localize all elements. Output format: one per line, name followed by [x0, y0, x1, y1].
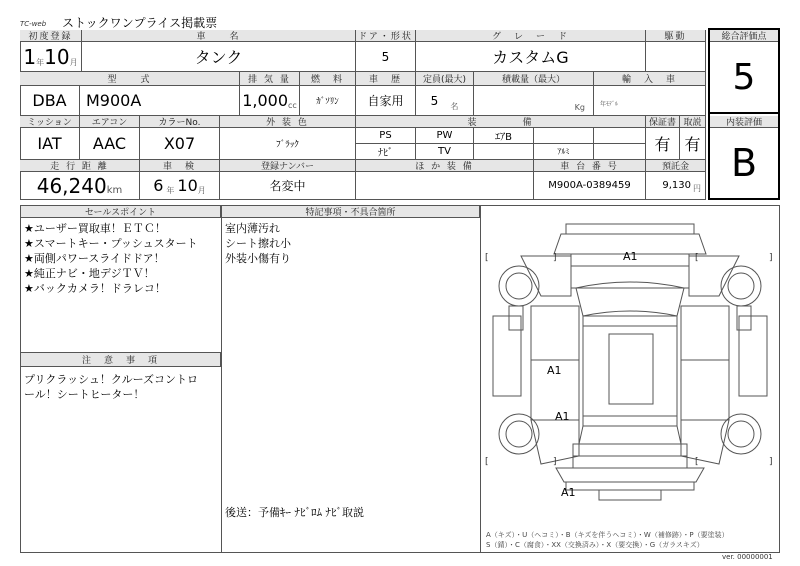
special-note: 外装小傷有り	[225, 252, 291, 265]
label-model: 型 式	[20, 72, 240, 86]
label-door-shape: ドア・形状	[356, 30, 416, 42]
label-cautions: 注 意 事 項	[21, 353, 221, 367]
warranty-value: 有	[646, 128, 680, 160]
label-warranty: 保証書	[646, 116, 680, 128]
label-reg-number: 登録ナンバー	[220, 160, 356, 172]
equip-blank1	[594, 128, 646, 144]
manual-value: 有	[680, 128, 706, 160]
bracket-left-bottom: [	[485, 457, 489, 467]
equip-alloy: ｱﾙﾐ	[534, 144, 594, 160]
mission-value: IAT	[20, 128, 80, 160]
label-history: 車 歴	[356, 72, 416, 86]
unit-kg: Kg	[574, 103, 585, 112]
wheel-rear-left-shape	[499, 414, 539, 454]
selling-point: ★両側パワースライドドア！	[24, 252, 165, 265]
history-value: 自家用	[356, 86, 416, 116]
label-drive: 駆動	[646, 30, 706, 42]
label-special-notes: 特記事項・不具合箇所	[222, 206, 480, 218]
label-other-equipment: ほ か 装 備	[356, 160, 534, 172]
bracket-right-top: [	[695, 253, 699, 263]
label-aircon: エアコン	[80, 116, 140, 128]
equip-navi: ﾅﾋﾞ	[356, 144, 416, 160]
reg-number-value: 名変中	[220, 172, 356, 200]
logo-text: TC-web	[20, 20, 47, 28]
drive-value	[646, 42, 706, 72]
first-reg-year: 1	[23, 44, 37, 69]
capacity: 5	[430, 93, 439, 108]
front-left-fender-shape	[521, 256, 571, 296]
equip-blank2	[594, 144, 646, 160]
model-prefix: DBA	[20, 86, 80, 116]
car-name-value: タンク	[82, 42, 356, 72]
label-inspection: 車 検	[140, 160, 220, 172]
door-value: 5	[356, 42, 416, 72]
interior-score: B	[730, 141, 758, 185]
rear-right-fender-shape	[681, 420, 729, 464]
equip-pw: PW	[416, 128, 474, 144]
import-value	[594, 86, 706, 116]
damage-mark-left-door: A1	[547, 364, 562, 377]
bracket-close-right-bottom: ]	[769, 457, 773, 467]
label-mission: ミッション	[20, 116, 80, 128]
rear-window-shape	[579, 426, 681, 444]
bracket-left-top: [	[485, 253, 489, 263]
deposit-value	[646, 172, 706, 200]
equip-empty2	[474, 144, 534, 160]
grade-value: カスタムG	[416, 42, 646, 72]
mileage: 46,240	[36, 173, 107, 198]
first-reg-month: 10	[44, 44, 70, 69]
model-code: M900A	[80, 86, 240, 116]
label-color-no: カラーNo.	[140, 116, 220, 128]
equip-airbag: ｴｱB	[474, 128, 534, 144]
wheel-rear-right-shape	[721, 414, 761, 454]
label-grade: グ レ ー ド	[416, 30, 646, 42]
special-note: 室内薄汚れ	[225, 222, 280, 235]
selling-points-list	[24, 221, 220, 296]
unit-yen: 円	[693, 184, 701, 193]
unit-cc: cc	[288, 101, 297, 110]
displacement: 1,000	[242, 91, 288, 110]
chassis-no-value: M900A-0389459	[534, 172, 646, 200]
legend-line: S（錆）・C（腐食）・XX（交換済み）・X（要交換）・G（ガラスキズ）	[486, 541, 704, 549]
equip-ps: PS	[356, 128, 416, 144]
fuel-value: ｶﾞｿﾘﾝ	[300, 86, 356, 116]
unit-year-model: 年ﾓﾃﾞﾙ	[600, 101, 619, 108]
unit-month: 月	[69, 58, 78, 67]
special-note: シート擦れ小	[225, 237, 291, 250]
label-import: 輸 入 車	[594, 72, 706, 86]
label-equipment: 装 備	[356, 116, 646, 128]
rear-bumper-shape	[556, 468, 704, 482]
unit-month-2: 月	[197, 186, 206, 195]
capacity-value	[416, 86, 474, 116]
front-left-door-shape	[531, 306, 579, 360]
damage-legend	[486, 530, 776, 550]
after-sale-note: 後送：予備ｷｰ ﾅﾋﾞﾛﾑ ﾅﾋﾞ取説	[225, 506, 364, 519]
overall-score: 5	[710, 42, 778, 114]
right-skirt-shape	[739, 316, 767, 396]
bracket-close-right-top: ]	[769, 253, 773, 263]
sunroof-shape	[609, 334, 653, 404]
mileage-value	[20, 172, 140, 200]
unit-persons: 名	[450, 102, 459, 111]
selling-point: ★スマートキー・プッシュスタート	[24, 237, 198, 250]
displacement-value	[240, 86, 300, 116]
legend-line: A（キズ）・U（ヘコミ）・B（キズを伴うヘコミ）・W（補修跡）・P（要塗装）	[486, 531, 729, 539]
front-right-door-shape	[681, 306, 729, 360]
load-value	[474, 86, 594, 116]
selling-point: ★バックカメラ！ドラレコ！	[24, 282, 166, 295]
label-mileage: 走 行 距 離	[20, 160, 140, 172]
label-car-name: 車 名	[82, 30, 356, 42]
damage-diagram	[481, 206, 779, 552]
roof-shape	[583, 316, 677, 426]
damage-mark-rear-left: A1	[555, 410, 570, 423]
version-label: ver. 00000001	[722, 553, 773, 561]
selling-point: ★純正ナビ・地デジＴＶ！	[24, 267, 155, 280]
label-manual: 取説	[680, 116, 706, 128]
equip-empty1	[534, 128, 594, 144]
label-ext-color: 外 装 色	[220, 116, 356, 128]
other-equipment-value	[356, 172, 534, 200]
caution-line: プリクラッシュ！クルーズコントロ	[24, 373, 199, 386]
label-deposit: 預託金	[646, 160, 706, 172]
unit-year: 年	[36, 58, 45, 67]
wheel-front-right-shape	[721, 266, 761, 306]
selling-point: ★ユーザー買取車！ＥＴＣ！	[24, 222, 166, 235]
aircon-value: AAC	[80, 128, 140, 160]
label-selling-points: セールスポイント	[21, 206, 221, 218]
color-no-value: X07	[140, 128, 220, 160]
left-skirt-shape	[493, 316, 521, 396]
front-bumper-shape	[566, 224, 694, 234]
color-value: ﾌﾞﾗｯｸ	[220, 128, 356, 160]
inspection-year: 6	[153, 176, 164, 195]
deposit: 9,130	[662, 180, 691, 191]
label-interior-score: 内装評価	[710, 116, 778, 128]
rear-right-door-shape	[681, 360, 729, 420]
inspection-month: 10	[177, 176, 198, 195]
label-load: 積載量（最大）	[474, 72, 594, 86]
first-reg-value	[20, 42, 82, 72]
caution-line: ール！シートヒーター！	[24, 388, 145, 401]
damage-mark-front: A1	[623, 250, 638, 263]
logo	[20, 11, 46, 30]
bracket-right-bottom: [	[695, 457, 699, 467]
label-fuel: 燃 料	[300, 72, 356, 86]
label-displacement: 排 気 量	[240, 72, 300, 86]
unit-year-2: 年	[166, 186, 175, 195]
unit-km: km	[106, 185, 123, 196]
label-overall-score: 総合評価点	[710, 30, 778, 42]
wheel-front-left-shape	[499, 266, 539, 306]
bracket-close-left-top: ]	[553, 253, 557, 263]
inspection-value	[140, 172, 220, 200]
label-chassis-no: 車 台 番 号	[534, 160, 646, 172]
damage-mark-rear-bumper: A1	[561, 486, 576, 499]
cautions-text	[24, 372, 220, 402]
equip-tv: TV	[416, 144, 474, 160]
label-capacity: 定員(最大)	[416, 72, 474, 86]
page-title: ストックワンプライス掲載票	[62, 16, 218, 30]
windshield-shape	[576, 282, 684, 316]
bracket-close-left-bottom: ]	[553, 457, 557, 467]
label-first-reg: 初度登録	[20, 30, 82, 42]
special-notes-list	[225, 221, 477, 266]
